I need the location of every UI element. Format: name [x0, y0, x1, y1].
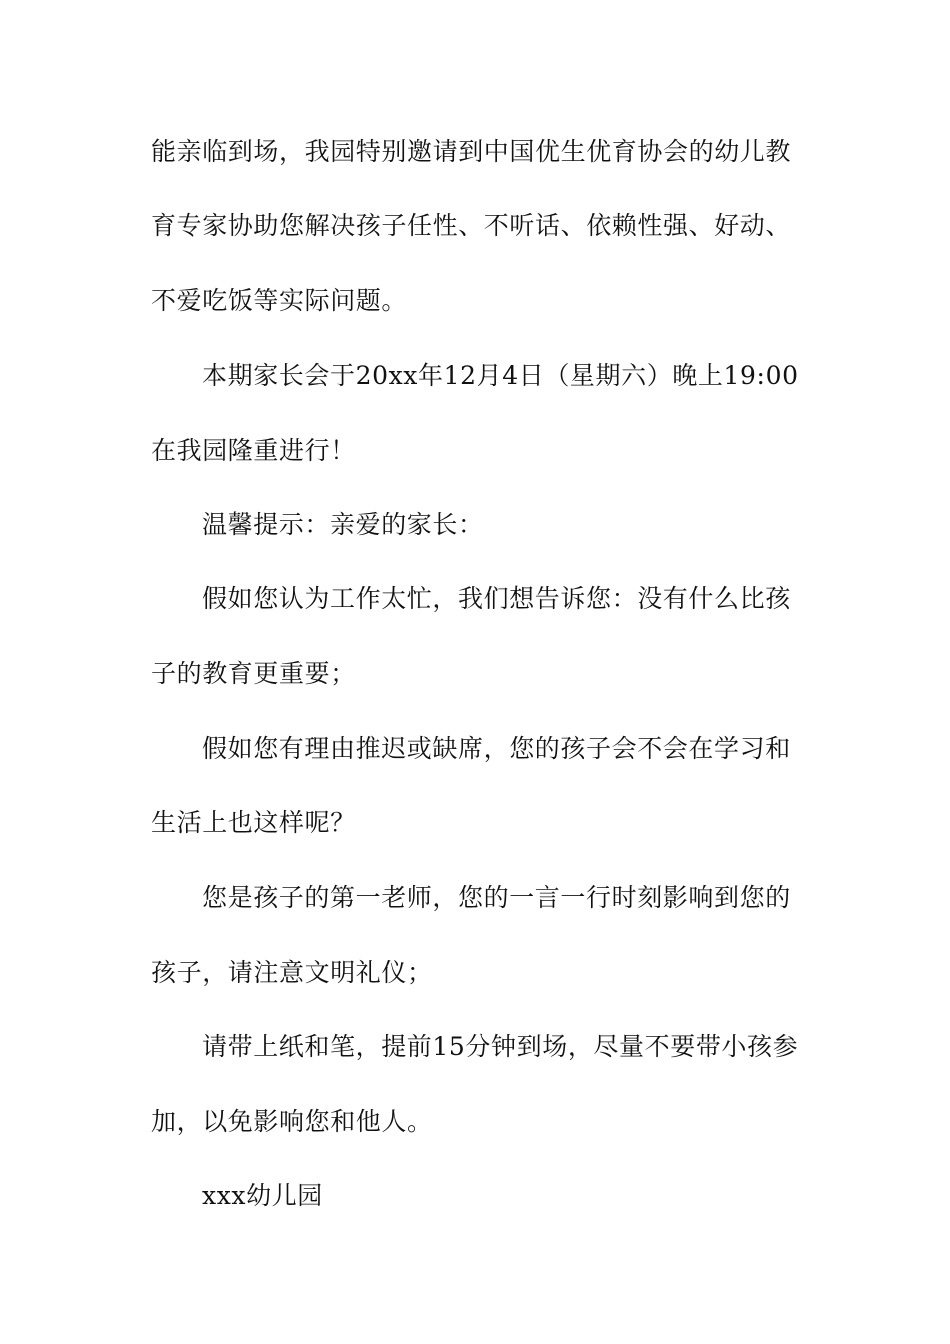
paragraph-line-1: 能亲临到场，我园特别邀请到中国优生优育协会的幼儿教: [151, 137, 792, 166]
meeting-place-line: 在我园隆重进行！: [151, 436, 356, 465]
reminder-heading: 温馨提示：亲爱的家长：: [202, 510, 484, 539]
reminder-line-4: 生活上也这样呢？: [151, 808, 356, 837]
reminder-line-8: 加，以免影响您和他人。: [151, 1107, 433, 1136]
reminder-line-3: 假如您有理由推迟或缺席，您的孩子会不会在学习和: [202, 734, 791, 763]
signature-kindergarten: xxx幼儿园: [202, 1181, 323, 1210]
reminder-line-6: 孩子，请注意文明礼仪；: [151, 958, 433, 987]
paragraph-line-2: 育专家协助您解决孩子任性、不听话、依赖性强、好动、: [151, 211, 792, 240]
reminder-line-5: 您是孩子的第一老师，您的一言一行时刻影响到您的: [202, 883, 791, 912]
reminder-line-2: 子的教育更重要；: [151, 659, 356, 688]
reminder-line-7: 请带上纸和笔，提前15分钟到场，尽量不要带小孩参: [202, 1032, 799, 1061]
meeting-time-line: 本期家长会于20xx年12月4日（星期六）晚上19:00: [202, 361, 799, 390]
reminder-line-1: 假如您认为工作太忙，我们想告诉您：没有什么比孩: [202, 584, 791, 613]
paragraph-line-3: 不爱吃饭等实际问题。: [151, 286, 408, 315]
